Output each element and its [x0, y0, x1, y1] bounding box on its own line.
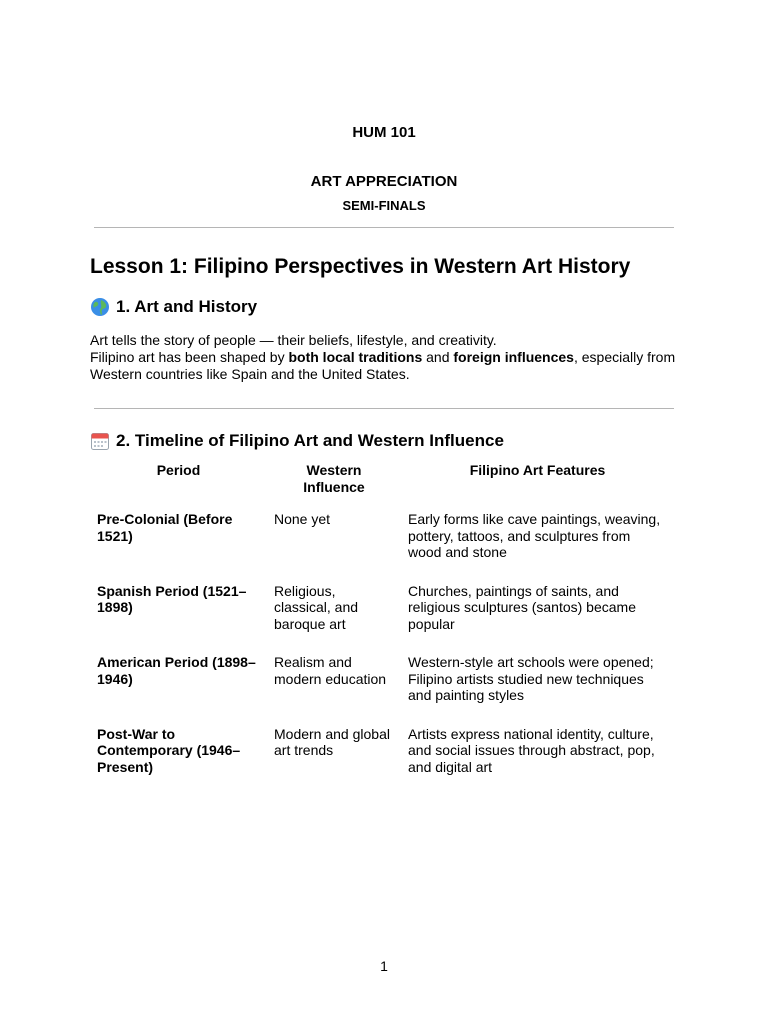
features-cell: Churches, paintings of saints, and religious sculptures (santos) became popular [408, 582, 636, 632]
subject-title: ART APPRECIATION [310, 173, 458, 190]
table-row [90, 509, 674, 581]
column-header-filipino-art-features: Filipino Art Features [469, 462, 606, 478]
emphasis-foreign-influences: foreign influences [453, 349, 574, 365]
course-code: HUM 101 [352, 124, 416, 141]
term-label: SEMI-FINALS [342, 198, 426, 213]
period-cell: Pre-Colonial (Before 1521) [97, 511, 233, 544]
calendar-icon [90, 431, 110, 451]
page-number: 1 [380, 958, 388, 974]
globe-icon [90, 297, 110, 317]
period-cell: American Period (1898–1946) [97, 654, 256, 687]
section-heading-timeline [90, 431, 504, 451]
emphasis-local-traditions: both local traditions [288, 349, 423, 365]
intro-text: Filipino art has been shaped by [90, 349, 289, 365]
intro-text: , especially from Western countries like Spain and the United States. [90, 349, 676, 382]
table-row [90, 724, 674, 796]
features-cell: Early forms like cave paintings, weaving, pottery, tattoos, and sculptures from wood and stone [408, 511, 661, 560]
features-cell: Western-style art schools were opened; Filipino artists studied new techniques and painting styles [408, 654, 654, 703]
lesson-title: Lesson 1: Filipino Perspectives in Western Art History [90, 255, 631, 278]
intro-line-1: Art tells the story of people — their beliefs, lifestyle, and creativity. [90, 332, 497, 348]
intro-line-2 [90, 349, 680, 383]
table-row [90, 581, 674, 653]
intro-paragraph [90, 332, 680, 383]
period-cell: Post-War to Contemporary (1946–Present) [97, 725, 241, 775]
table-row [90, 652, 674, 724]
influence-cell: Modern and global art trends [274, 725, 390, 758]
period-cell: Spanish Period (1521–1898) [97, 582, 247, 615]
influence-cell: Realism and modern education [274, 654, 387, 687]
table-header-row [90, 460, 674, 509]
section-heading-text: 2. Timeline of Filipino Art and Western Influence [116, 431, 504, 450]
horizontal-divider [94, 408, 674, 409]
features-cell: Artists express national identity, culture, and social issues through abstract, pop, and digital art [408, 725, 655, 775]
intro-text: and [422, 349, 454, 365]
timeline-table [90, 460, 674, 795]
section-heading-text: 1. Art and History [116, 297, 258, 316]
column-header-period: Period [156, 462, 201, 478]
column-header-western-influence: Western Influence [303, 462, 365, 495]
section-heading-art-and-history [90, 297, 257, 317]
horizontal-divider [94, 227, 674, 228]
influence-cell: Religious, classical, and baroque art [274, 582, 359, 632]
influence-cell: None yet [274, 511, 331, 527]
